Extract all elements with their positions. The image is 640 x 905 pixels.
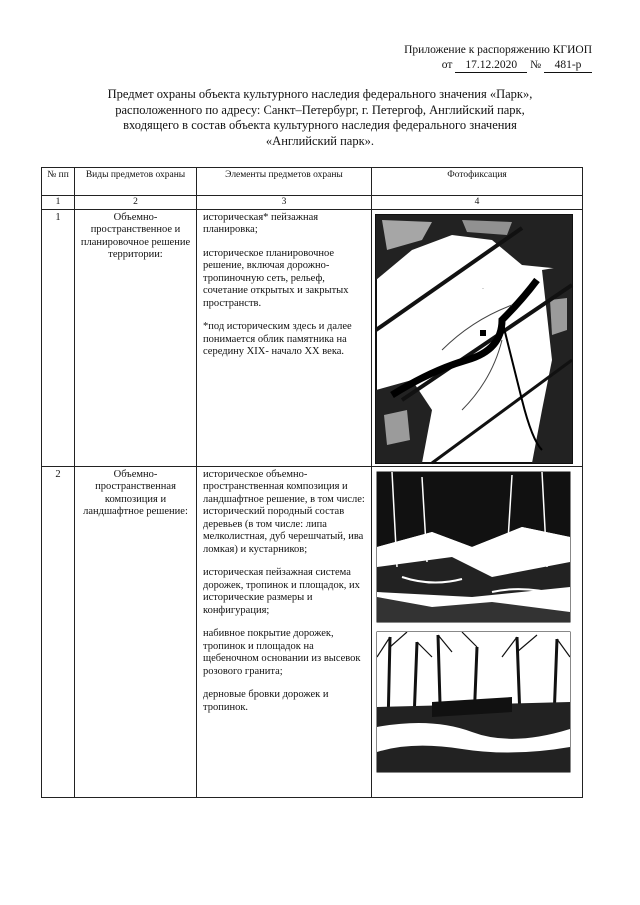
table-row <box>42 209 583 466</box>
protection-type: Объемно-пространственное и планировочное решение территории: <box>75 209 197 466</box>
protection-table <box>41 167 583 798</box>
col-number: 2 <box>75 196 197 210</box>
header-elements: Элементы предметов охраны <box>197 168 372 196</box>
column-number-row <box>42 196 583 210</box>
header-type: Виды предметов охраны <box>75 168 197 196</box>
appendix-date: 17.12.2020 <box>455 58 527 73</box>
photo-cell <box>372 466 583 797</box>
header-number: № пп <box>42 168 75 196</box>
protection-elements <box>197 209 372 466</box>
element-item: историческая пейзажная система дорожек, тропинок и площадок, их исторические размеры и конфигурация; <box>203 567 360 616</box>
photo-cell <box>372 209 583 466</box>
protection-type: Объемно-пространственная композиция и ландшафтное решение: <box>75 466 197 797</box>
appendix-number: 481-р <box>544 58 592 73</box>
element-item: историческое объемно-пространственная композиция и ландшафтное решение, в том числе: исторический породный состав деревьев (в том числе: липа мелколистная, дуб черешчатый, ива ломкая) и кустарников; <box>203 468 365 555</box>
heading-line-4: «Английский парк». <box>265 133 375 148</box>
heading-line-3: входящего в состав объекта культурного наследия федерального значения <box>123 118 517 132</box>
appendix-from: от <box>441 59 453 71</box>
appendix-reference <box>404 58 592 73</box>
heading-line-1: Предмет охраны объекта культурного наследия федерального значения «Парк», <box>107 87 533 101</box>
col-number: 4 <box>372 196 583 210</box>
heading-line-2: расположенного по адресу: Санкт–Петербург, г. Петергоф, Английский парк, <box>115 102 525 117</box>
col-number: 3 <box>197 196 372 210</box>
row-number: 1 <box>42 209 75 466</box>
appendix-title: Приложение к распоряжению КГИОП <box>404 44 592 56</box>
element-item: историческая* пейзажная планировка; <box>203 211 319 235</box>
element-item: дерновые бровки дорожек и тропинок. <box>203 689 329 713</box>
col-number: 1 <box>42 196 75 210</box>
element-item: *под историческим здесь и далее понимается облик памятника на середину XIX- начало XX века. <box>203 321 352 357</box>
table-header-row <box>42 168 583 196</box>
park-photo-1 <box>377 472 570 622</box>
park-photo-2 <box>377 632 570 772</box>
protection-elements <box>197 466 372 797</box>
appendix-no-sign: № <box>530 59 542 71</box>
element-item: набивное покрытие дорожек, тропинок и площадок на щебеночном основании из высевок розового гранита; <box>203 628 361 677</box>
svg-text:·: · <box>482 285 484 292</box>
appendix-block <box>404 43 592 73</box>
document-heading <box>70 87 570 149</box>
header-photo: Фотофиксация <box>372 168 583 196</box>
table-row <box>42 466 583 797</box>
park-photos <box>372 467 582 797</box>
park-map-image <box>372 210 582 466</box>
row-number: 2 <box>42 466 75 797</box>
element-item: историческое планировочное решение, включая дорожно-тропиночную сеть, рельеф, сочетание открытых и закрытых пространств. <box>203 247 349 309</box>
